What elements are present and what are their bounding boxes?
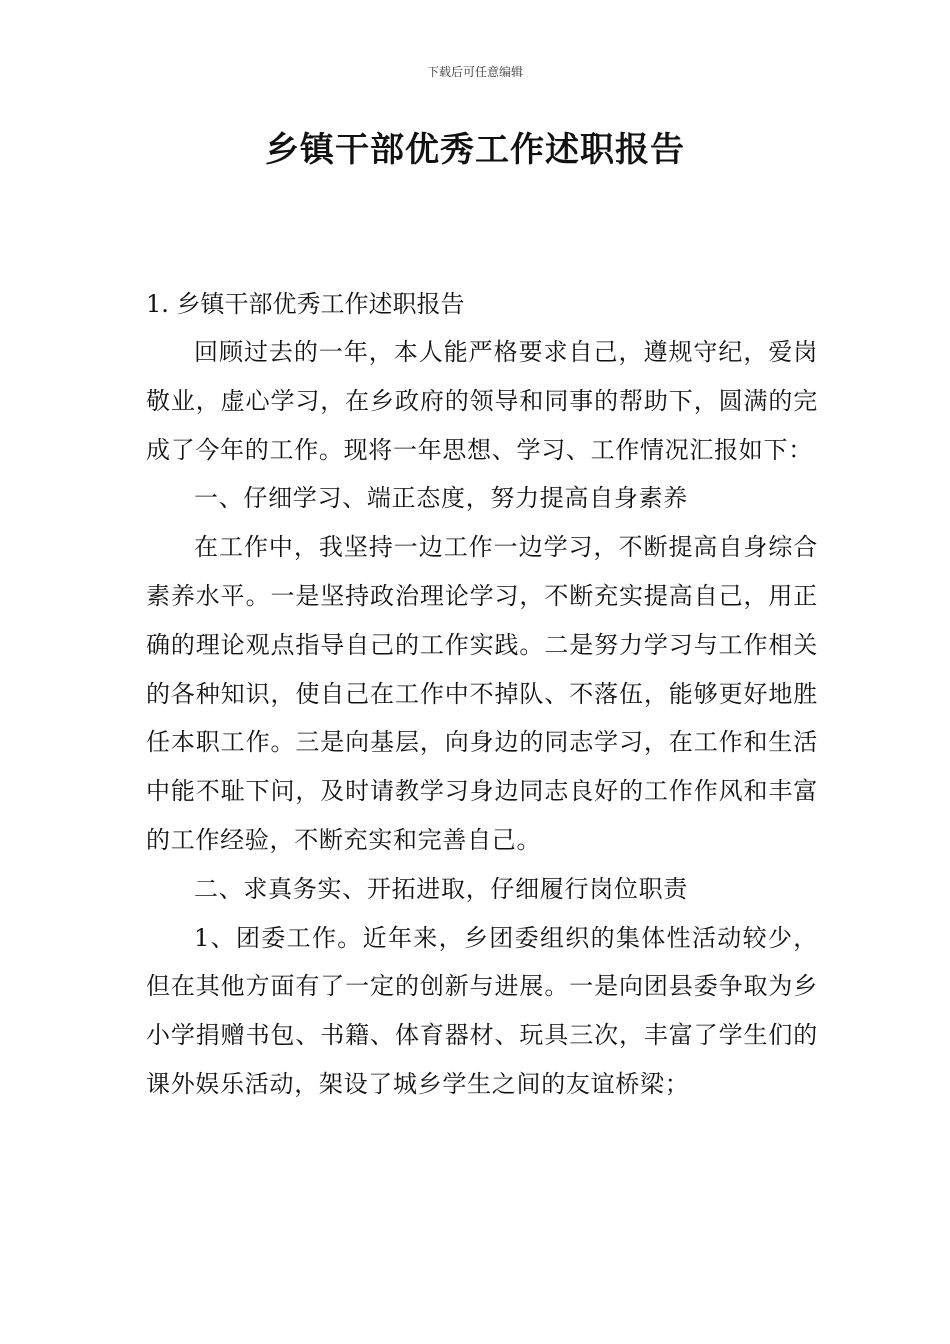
study-paragraph: 在工作中，我坚持一边工作一边学习，不断提高自身综合素养水平。一是坚持政治理论学习，不断充实提高自己，用正确的理论观点指导自己的工作实践。二是努力学习与工作相关的各种知识，使自己在工作中不掉队、不落伍，能够更好地胜任本职工作。三是向基层，向身边的同志学习，在工作和生活中能不耻下问，及时请教学习身边同志良好的工作作风和丰富的工作经验，不断充实和完善自己。 <box>146 533 818 854</box>
document-body <box>146 280 818 1109</box>
section-heading: 1. 乡镇干部优秀工作述职报告 <box>146 290 465 318</box>
intro-paragraph: 回顾过去的一年，本人能严格要求自己，遵规守纪，爱岗敬业，虚心学习，在乡政府的领导和同事的帮助下，圆满的完成了今年的工作。现将一年思想、学习、工作情况汇报如下： <box>146 338 818 464</box>
document-title: 乡镇干部优秀工作述职报告 <box>265 130 685 170</box>
subheading-two: 二、求真务实、开拓进取，仔细履行岗位职责 <box>194 874 688 903</box>
page-header-note: 下载后可任意编辑 <box>426 65 523 79</box>
subheading-one: 一、仔细学习、端正态度，努力提高自身素养 <box>194 484 688 513</box>
league-work-paragraph: 1、团委工作。近年来，乡团委组织的集体性活动较少，但在其他方面有了一定的创新与进展。一是向团县委争取为乡小学捐赠书包、书籍、体育器材、玩具三次，丰富了学生们的课外娱乐活动，架设了城乡学生之间的友谊桥梁； <box>146 923 818 1098</box>
